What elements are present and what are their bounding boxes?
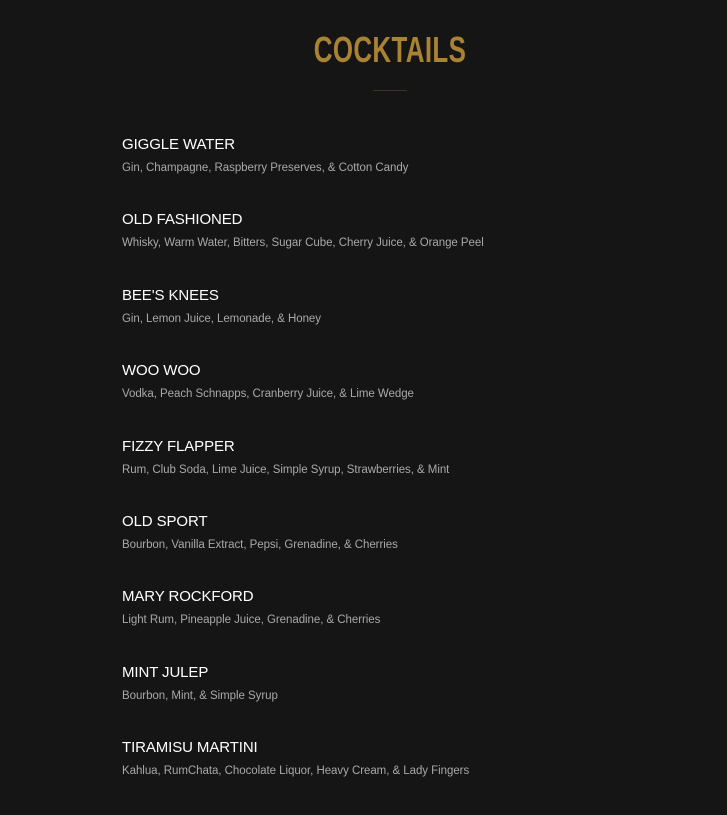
menu-item-name: OLD FASHIONED	[122, 211, 243, 229]
menu-item-name: OLD SPORT	[122, 512, 208, 530]
menu-item-name: GIGGLE WATER	[122, 136, 235, 153]
title-divider	[373, 90, 407, 91]
menu-item-description: Light Rum, Pineapple Juice, Grenadine, & Cherries	[122, 614, 381, 627]
cocktail-menu-list	[122, 136, 682, 815]
page-title: COCKTAILS	[313, 29, 467, 70]
menu-item	[122, 438, 682, 513]
menu-item-name: BEE'S KNEES	[122, 286, 219, 304]
menu-item-name: FIZZY FLAPPER	[122, 437, 235, 455]
menu-item	[122, 664, 682, 739]
menu-item-name: TIRAMISU MARTINI	[122, 739, 258, 757]
menu-item-description: Kahlua, RumChata, Chocolate Liquor, Heavy Cream, & Lady Fingers	[122, 765, 470, 778]
menu-item	[122, 588, 682, 663]
menu-item-description: Rum, Club Soda, Lime Juice, Simple Syrup, Strawberries, & Mint	[122, 463, 450, 476]
menu-item	[122, 136, 682, 211]
menu-item-description: Bourbon, Vanilla Extract, Pepsi, Grenadine, & Cherries	[122, 538, 398, 551]
menu-item	[122, 211, 682, 286]
menu-item	[122, 362, 682, 437]
menu-item	[122, 287, 682, 362]
menu-item-description: Bourbon, Mint, & Simple Syrup	[122, 689, 278, 702]
menu-item	[122, 739, 682, 814]
menu-item-description: Gin, Champagne, Raspberry Preserves, & Cotton Candy	[122, 162, 409, 174]
menu-item-description: Whisky, Warm Water, Bitters, Sugar Cube, Cherry Juice, & Orange Peel	[122, 237, 484, 250]
menu-item-name: WOO WOO	[122, 362, 201, 380]
menu-item	[122, 513, 682, 588]
menu-item-description: Vodka, Peach Schnapps, Cranberry Juice, & Lime Wedge	[122, 388, 414, 401]
menu-item-name: MARY ROCKFORD	[122, 588, 254, 606]
menu-item-description: Gin, Lemon Juice, Lemonade, & Honey	[122, 312, 321, 325]
menu-item-name: MINT JULEP	[122, 663, 209, 681]
